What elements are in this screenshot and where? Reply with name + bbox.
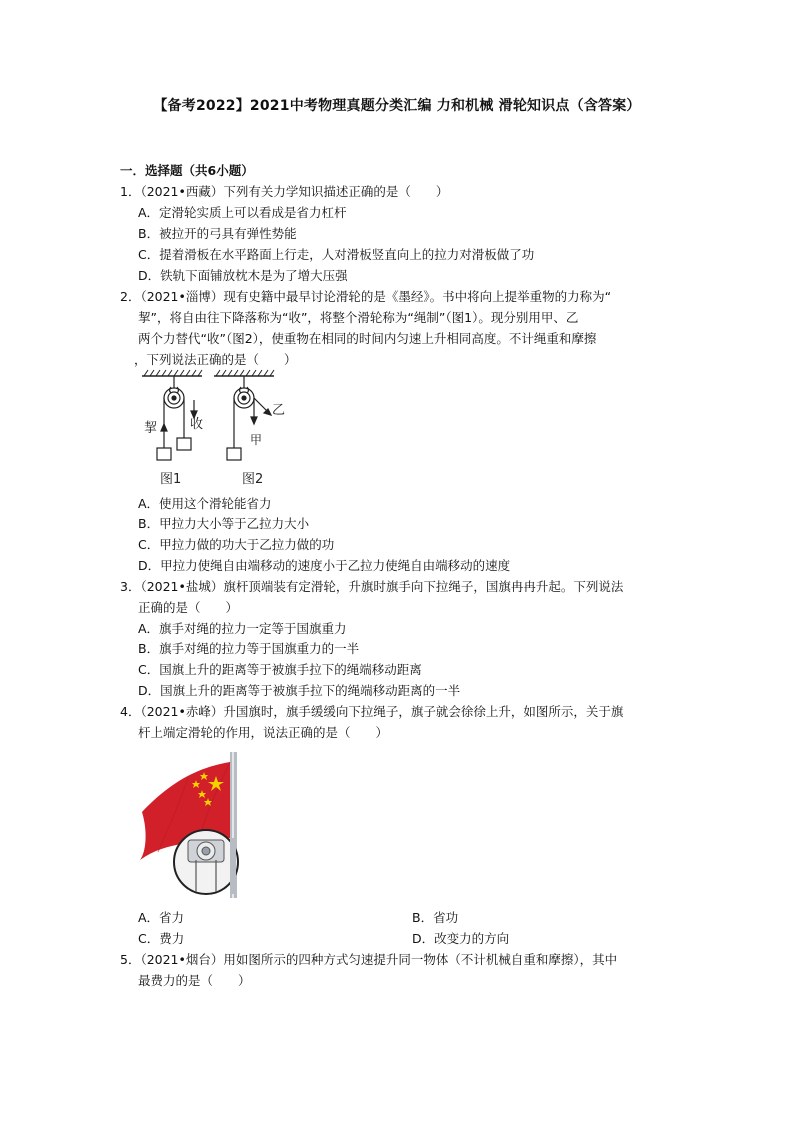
pulley-2 bbox=[227, 376, 271, 460]
q3-stem-line1: 3．（2021•盐城）旗杆顶端装有定滑轮，升旗时旗手向下拉绳子，国旗冉冉升起。下列说法 bbox=[120, 579, 624, 594]
q1-option-d: D．铁轨下面铺放枕木是为了增大压强 bbox=[138, 268, 348, 283]
label-shou: 收 bbox=[190, 417, 204, 432]
q5-stem-line1: 5．（2021•烟台）用如图所示的四种方式匀速提升同一物体（不计机械自重和摩擦），其中 bbox=[120, 952, 618, 967]
ceiling-2 bbox=[214, 370, 274, 376]
ceiling-1 bbox=[142, 370, 202, 376]
q3-option-b: B．旗手对绳的拉力等于国旗重力的一半 bbox=[138, 641, 360, 656]
q3-option-d: D．国旗上升的距离等于被旗手拉下的绳端移动距离的一半 bbox=[138, 683, 461, 698]
q2-option-b: B．甲拉力大小等于乙拉力大小 bbox=[138, 516, 310, 531]
q2-option-d: D．甲拉力使绳自由端移动的速度小于乙拉力使绳自由端移动的速度 bbox=[138, 558, 511, 573]
label-qie: 挈 bbox=[144, 421, 158, 436]
q4-option-c: C．费力 bbox=[138, 931, 185, 946]
q5-stem-line2: 最费力的是（ ） bbox=[138, 973, 251, 988]
q4-option-b: B．省功 bbox=[412, 910, 459, 925]
document-title: 【备考2022】2021中考物理真题分类汇编 力和机械 滑轮知识点（含答案） bbox=[153, 98, 641, 114]
label-yi: 乙 bbox=[272, 403, 286, 418]
label-jia: 甲 bbox=[250, 433, 263, 447]
caption-fig1: 图1 bbox=[160, 472, 182, 487]
q2-option-c: C．甲拉力做的功大于乙拉力做的功 bbox=[138, 537, 335, 552]
caption-fig2: 图2 bbox=[242, 472, 264, 487]
q1-option-c: C．提着滑板在水平路面上行走，人对滑板竖直向上的拉力对滑板做了功 bbox=[138, 247, 535, 262]
pulley-figure bbox=[138, 366, 298, 490]
q4-option-a: A．省力 bbox=[138, 910, 185, 925]
q1-stem: 1．（2021•西藏）下列有关力学知识描述正确的是（ ） bbox=[120, 184, 449, 199]
q3-stem-line2: 正确的是（ ） bbox=[138, 600, 239, 615]
q2-option-a: A．使用这个滑轮能省力 bbox=[138, 496, 272, 511]
q2-stem-line1: 2．（2021•淄博）现有史籍中最早讨论滑轮的是《墨经》。书中将向上提举重物的力称为“ bbox=[120, 289, 612, 304]
q1-option-a: A．定滑轮实质上可以看成是省力杠杆 bbox=[138, 205, 347, 220]
q4-stem-line2: 杆上端定滑轮的作用，说法正确的是（ ） bbox=[138, 725, 389, 740]
q3-option-a: A．旗手对绳的拉力一定等于国旗重力 bbox=[138, 621, 347, 636]
q2-stem-line2: 挈”，将自由往下降落称为“收”，将整个滑轮称为“绳制”（图1）。现分别用甲、乙 bbox=[138, 310, 579, 325]
q4-stem-line1: 4．（2021•赤峰）升国旗时，旗手缓缓向下拉绳子，旗子就会徐徐上升，如图所示，关于旗 bbox=[120, 704, 624, 719]
q3-option-c: C．国旗上升的距离等于被旗手拉下的绳端移动距离 bbox=[138, 662, 422, 677]
flag-pulley-photo bbox=[138, 748, 248, 898]
q2-stem-line4: ，下列说法正确的是（ ） bbox=[134, 352, 297, 367]
q4-option-d: D．改变力的方向 bbox=[412, 931, 510, 946]
q2-stem-line3: 两个力替代“收”（图2），使重物在相同的时间内匀速上升相同高度。不计绳重和摩擦 bbox=[138, 331, 597, 346]
pulley-closeup bbox=[174, 830, 238, 894]
q1-option-b: B．被拉开的弓具有弹性势能 bbox=[138, 226, 297, 241]
section-heading: 一．选择题（共6小题） bbox=[120, 163, 254, 178]
